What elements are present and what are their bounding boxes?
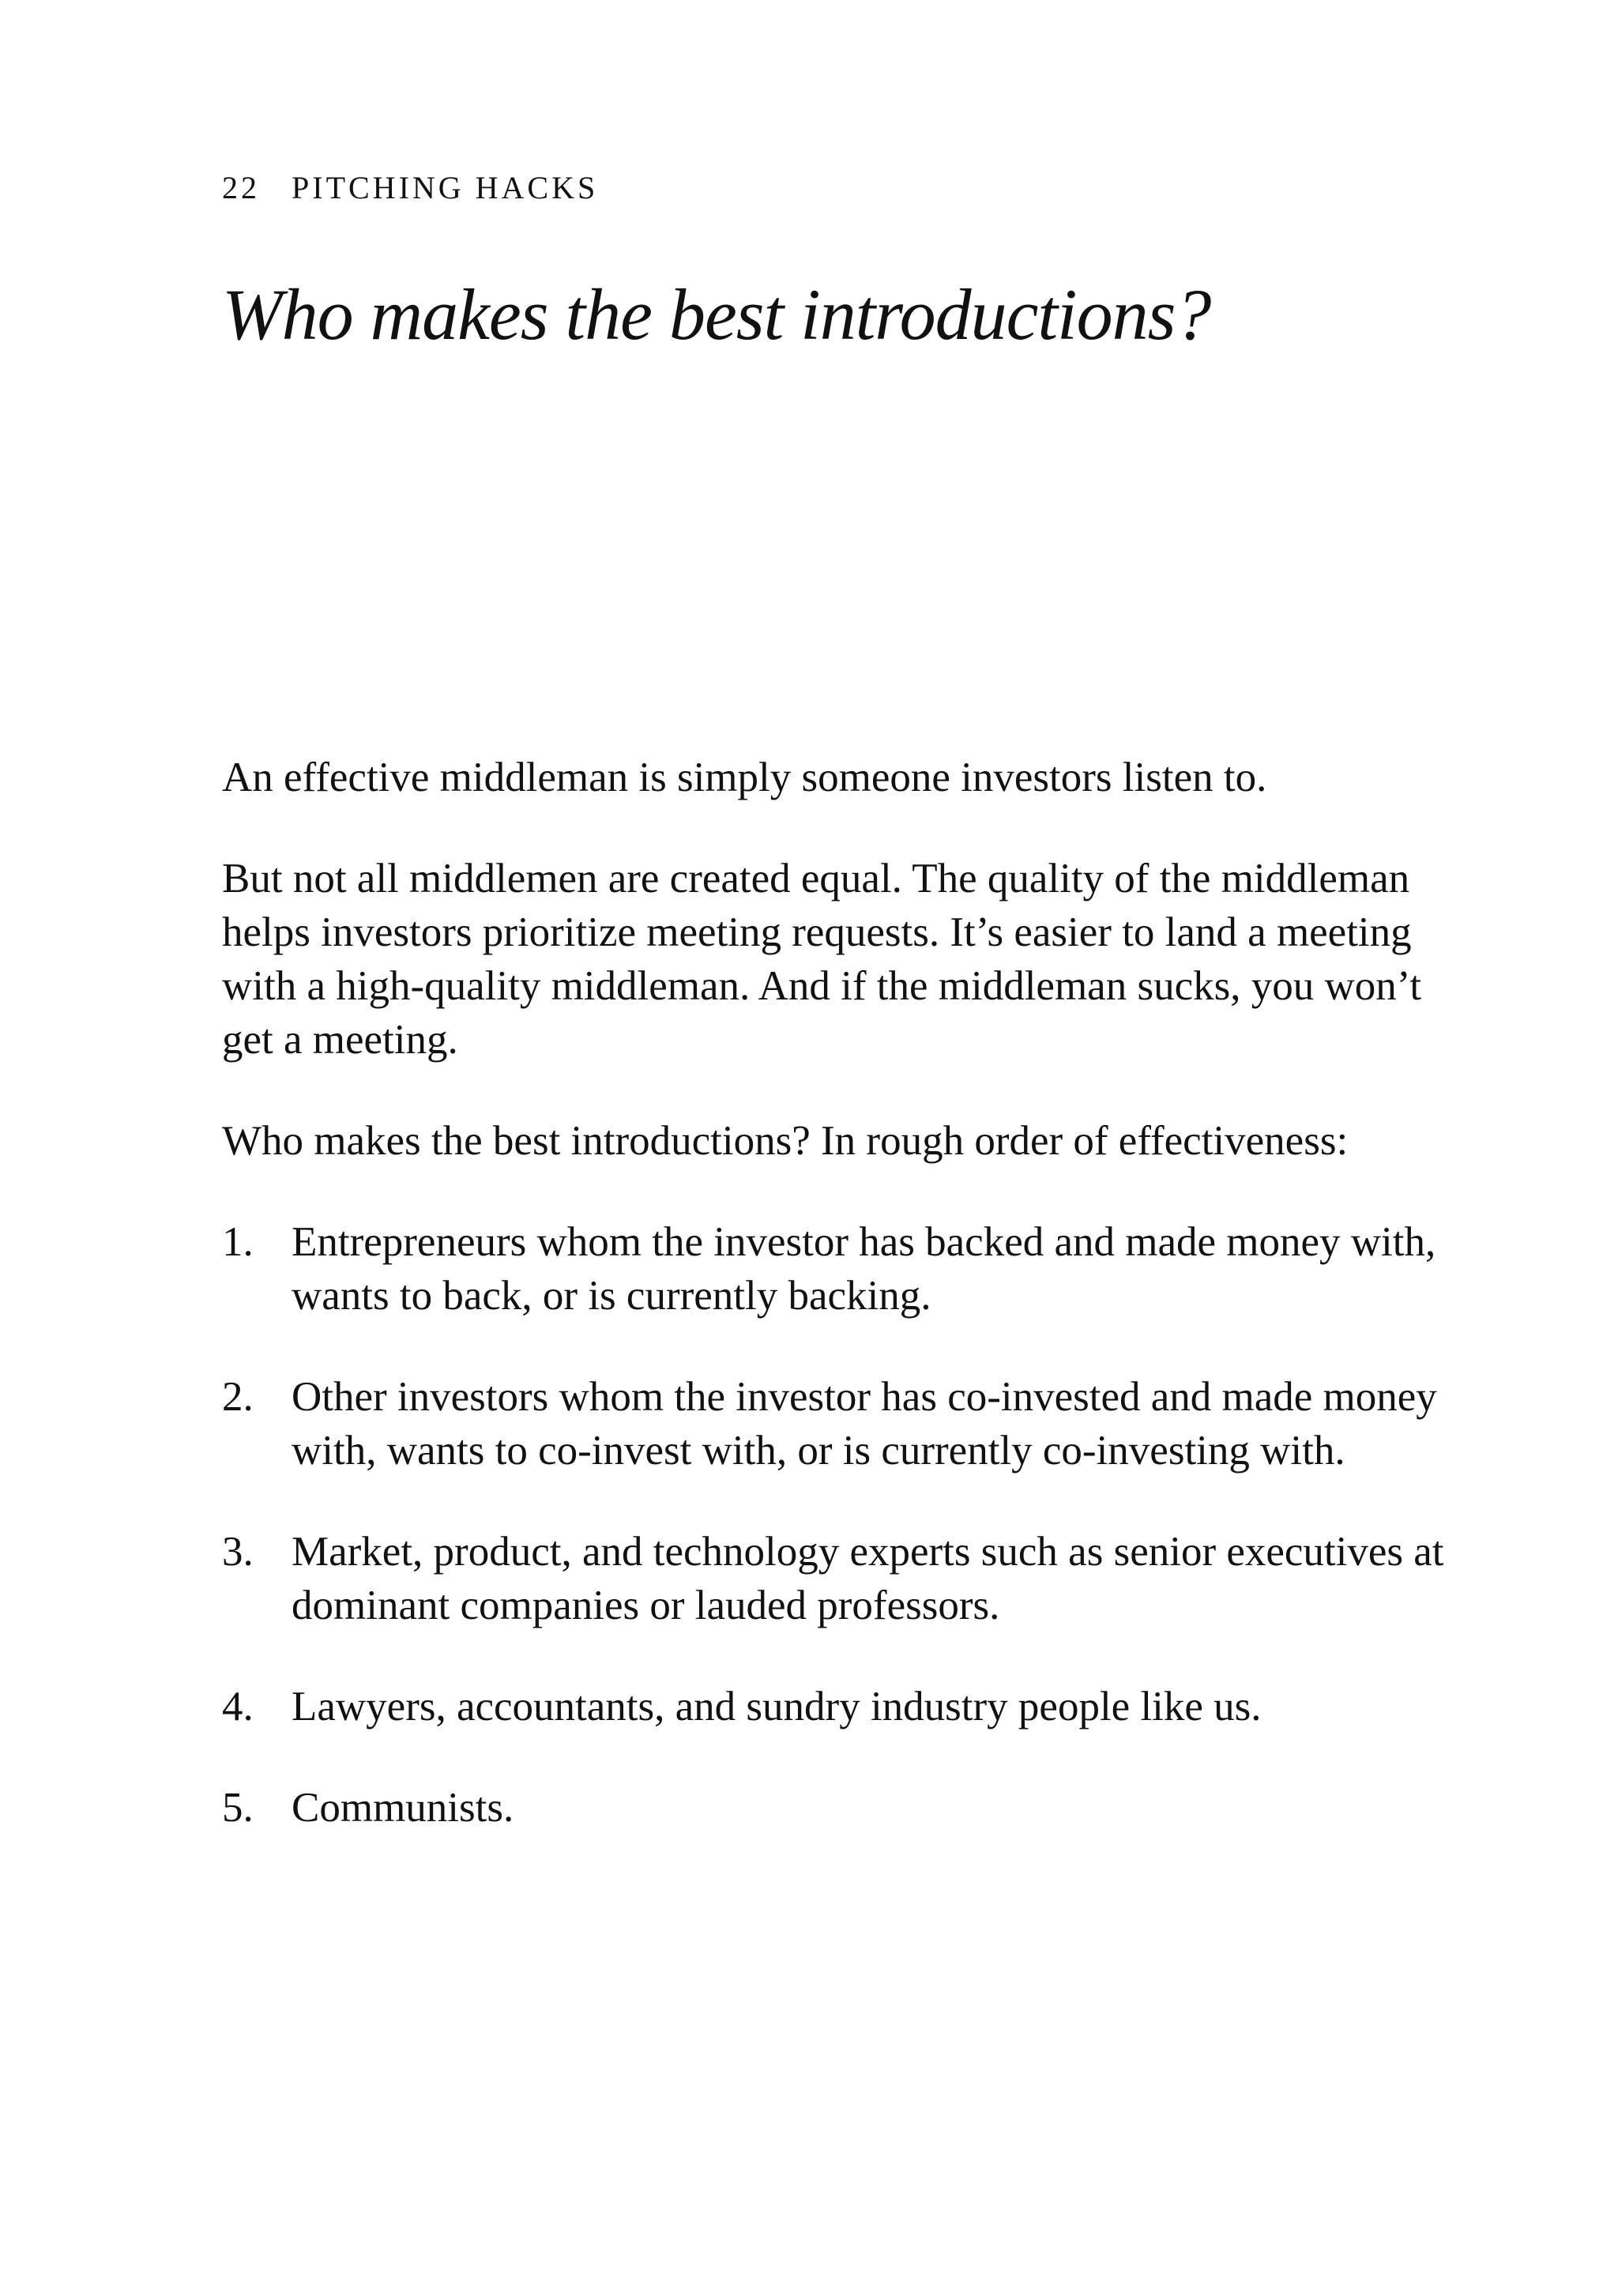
list-item-text: Lawyers, accountants, and sundry industry people like us. [292, 1684, 1262, 1730]
list-item [222, 1370, 1454, 1477]
chapter-title: Who makes the best introductions? [222, 274, 1211, 355]
list-item-number: 5. [222, 1785, 254, 1831]
list-item-number: 4. [222, 1684, 254, 1730]
list-item-text: Other investors whom the investor has co-invested and made money with, wants to co-invest with, or is currently co-investing with. [292, 1374, 1437, 1474]
list-item-text: Market, product, and technology experts such as senior executives at dominant companies or lauded professors. [292, 1529, 1444, 1628]
list-item [222, 1781, 1454, 1835]
list-item-text: Communists. [292, 1785, 514, 1831]
book-title: PITCHING HACKS [292, 170, 599, 205]
list-item-number: 3. [222, 1529, 254, 1575]
list-item [222, 1215, 1454, 1323]
page-number: 22 [222, 170, 260, 205]
list-item [222, 1680, 1454, 1733]
paragraph-middleman-quality: But not all middlemen are created equal. The quality of the middleman helps investors prioritize meeting requests. It’s easier to land a meeting with a high-quality middleman. And if the middleman sucks, you won’t get a meeting. [222, 856, 1422, 1063]
running-header [222, 166, 598, 210]
list-item-number: 2. [222, 1374, 254, 1420]
list-item [222, 1525, 1454, 1632]
list-item-number: 1. [222, 1219, 254, 1265]
list-item-text: Entrepreneurs whom the investor has backed and made money with, wants to back, or is currently backing. [292, 1219, 1436, 1319]
paragraph-intro: An effective middleman is simply someone investors listen to. [222, 755, 1267, 800]
body-text [222, 751, 1454, 1882]
paragraph-list-lead: Who makes the best introductions? In rough order of effectiveness: [222, 1118, 1349, 1164]
introducer-ranking-list [222, 1215, 1454, 1835]
